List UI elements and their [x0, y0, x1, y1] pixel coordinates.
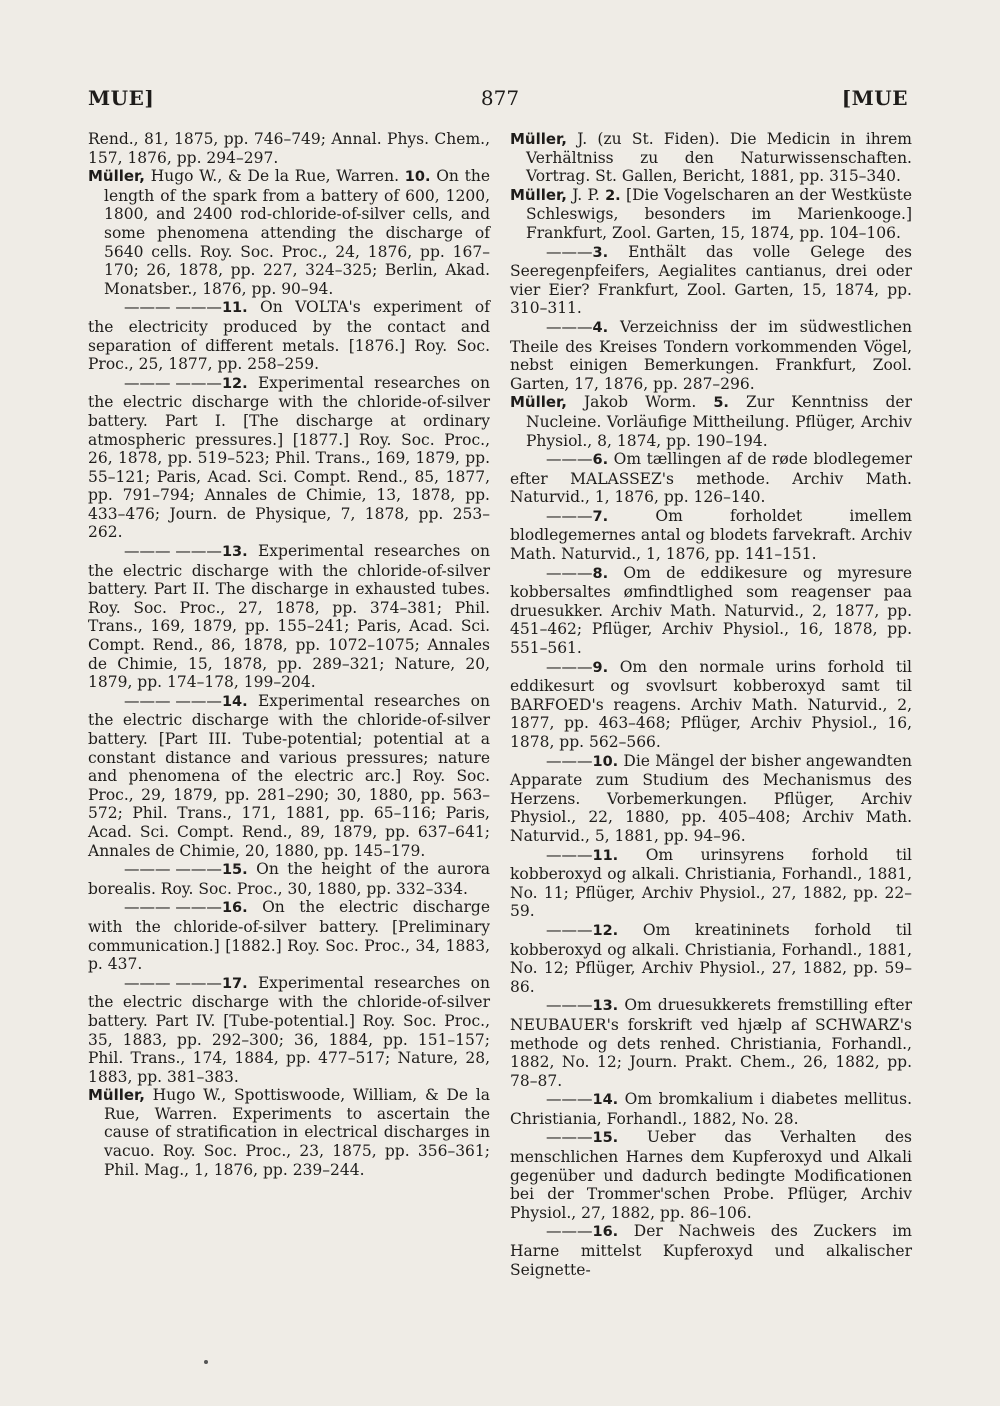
ditto-rule: ———	[546, 996, 593, 1015]
entry-number: 10.	[404, 169, 431, 186]
bibliography-entry	[88, 1086, 490, 1179]
ditto-rule: ———	[546, 563, 593, 582]
bibliography-entry	[88, 167, 490, 298]
author-name: Müller,	[510, 130, 567, 148]
entry-text: Experimental researches on the electric discharge with the chloride-of-silver battery. Part I. [The discharge at ordinary atmospheric pressures.] [1877.] Roy. Soc. Proc., 26, 1878, pp. 519–523; Phil. Trans., 169, 1879, pp. 55–121; Paris, Acad. Sci. Compt. Rend., 85, 1877, pp. 791–794; Annales de Chimie, 13, 1878, pp. 433–476; Journ. de Physique, 7, 1878, pp. 253–262.	[88, 373, 490, 542]
entry-number: 14.	[221, 693, 248, 710]
entry-number: 4.	[592, 319, 609, 336]
bibliography-entry	[88, 860, 490, 898]
entry-text: Experimental researches on the electric discharge with the chloride-of-silver battery. Part II. The discharge in exhausted tubes. Roy. Soc. Proc., 27, 1878, pp. 374–381; Phil. Trans., 169, 1879, pp. 155–241; Paris, Acad. Sci. Compt. Rend., 86, 1878, pp. 1072–1075; Annales de Chimie, 15, 1878, pp. 289–321; Nature, 20, 1879, pp. 174–178, 199–204.	[88, 542, 490, 692]
entry-number: 13.	[221, 544, 248, 561]
ditto-rule: ———	[546, 845, 593, 864]
entry-text: Verzeichniss der im südwestlichen Theile des Kreises Tondern vorkommenden Vögel, nebst einigen Bemerkungen. Frankfurt, Zool. Garten, 17, 1876, pp. 287–296.	[510, 317, 912, 393]
ditto-rule: ———	[546, 657, 593, 676]
bibliography-entry	[510, 393, 912, 450]
bibliography-entry	[510, 752, 912, 846]
bibliography-entry	[510, 658, 912, 752]
entry-text: On the length of the spark from a battery of 600, 1200, 1800, and 2400 rod-chloride-of-silver cells, and some phenomena attending the discharge of 5640 cells. Roy. Soc. Proc., 24, 1876, pp. 167–170; 26, 1878, pp. 227, 324–325; Berlin, Akad. Monatsber., 1876, pp. 90–94.	[104, 167, 490, 298]
bibliography-entry	[510, 318, 912, 393]
entry-text: Die Medicin in ihrem Verhältniss zu den Naturwissenschaften. Vortrag. St. Gallen, Bericht, 1881, pp. 315–340.	[526, 130, 912, 186]
entry-text: Om kreatininets forhold til kobberoxyd og alkali. Christiania, Forhandl., 1881, No. 12; Pflüger, Archiv Physiol., 27, 1882, pp. 59–86.	[510, 920, 912, 996]
entry-number: 6.	[592, 452, 609, 469]
entry-text: Om den normale urins forhold til eddikesurt og svovlsurt kobberoxyd samt til BARFOED's reagens. Archiv Math. Naturvid., 2, 1877, pp. 463–468; Pflüger, Archiv Physiol., 16, 1878, pp. 562–566.	[510, 657, 912, 751]
bibliography-entry	[510, 564, 912, 658]
ditto-rule: ———	[546, 317, 593, 336]
author-name: Müller,	[510, 393, 567, 412]
bibliography-entry	[88, 374, 490, 542]
ditto-rule: ———	[546, 1222, 593, 1241]
ditto-rule: ———	[546, 1090, 593, 1109]
ditto-rule: ——— ———	[124, 691, 222, 710]
entry-number: 17.	[221, 975, 248, 992]
entry-number: 12.	[592, 922, 619, 939]
bibliography-entry	[88, 692, 490, 860]
entry-number: 3.	[592, 244, 609, 261]
entry-text: Die Mängel der bisher angewandten Apparate zum Studium des Mechanismus des Herzens. Vorbemerkungen. Pflüger, Archiv Physiol., 22, 1880, pp. 405–408; Archiv Math. Naturvid., 5, 1881, pp. 94–96.	[510, 751, 912, 845]
bibliography-entry	[88, 898, 490, 973]
entry-text: On VOLTA's experiment of the electricity produced by the contact and separation of different metals. [1876.] Roy. Soc. Proc., 25, 1877, pp. 258–259.	[88, 298, 490, 374]
entry-number: 12.	[221, 375, 248, 392]
bibliography-entry	[510, 450, 912, 507]
ditto-rule: ——— ———	[124, 542, 222, 561]
bibliography-entry	[510, 130, 912, 186]
entry-text: Experiments to ascertain the cause of stratification in electrical discharges in vacuo. Roy. Soc. Proc., 23, 1875, pp. 356–361; Phil. Mag., 1, 1876, pp. 239–244.	[104, 1104, 490, 1179]
entry-text: Om de eddikesure og myresure kobbersaltes ømfindtlighed som reagenser paa druesukker. Archiv Math. Naturvid., 2, 1877, pp. 451–462; Pflüger, Archiv Physiol., 16, 1878, pp. 551–561.	[510, 563, 912, 658]
entry-number: 2.	[605, 187, 621, 204]
ditto-rule: ——— ———	[124, 898, 222, 917]
entry-text: Om druesukkerets fremstilling efter NEUBAUER's forskrift ved hjælp af SCHWARZ's methode og dets renhed. Christiania, Forhandl., 1882, No. 12; Journ. Prakt. Chem., 26, 1882, pp. 78–87.	[510, 996, 912, 1090]
running-header	[0, 86, 1000, 116]
ditto-rule: ———	[546, 506, 593, 525]
bibliography-entry	[88, 974, 490, 1087]
bibliography-entry	[88, 130, 490, 167]
ditto-rule: ———	[546, 1128, 593, 1147]
entry-number: 7.	[592, 508, 609, 525]
entry-text: On the height of the aurora borealis. Roy. Soc. Proc., 30, 1880, pp. 332–334.	[88, 860, 490, 898]
entry-text: Om forholdet imellem blodlegemernes antal og blodets farvekraft. Archiv Math. Naturvid., 1, 1876, pp. 141–151.	[510, 506, 912, 564]
bibliography-entry	[510, 996, 912, 1090]
entry-text: On the electric discharge with the chloride-of-silver battery. [Preliminary communication.] [1882.] Roy. Soc. Proc., 34, 1883, p. 437.	[88, 898, 490, 974]
author-name: Müller,	[88, 1086, 145, 1105]
ditto-rule: ——— ———	[124, 973, 222, 992]
entry-text: Experimental researches on the electric discharge with the chloride-of-silver battery. Part IV. [Tube-potential.] Roy. Soc. Proc., 35, 1883, pp. 292–300; 36, 1884, pp. 151–157; Phil. Trans., 174, 1884, pp. 477–517; Nature, 28, 1883, pp. 381–383.	[88, 973, 490, 1086]
page-speck	[204, 1360, 208, 1364]
bibliography-entry	[510, 507, 912, 564]
entry-text: Der Nachweis des Zuckers im Harne mittelst Kupferoxyd und alkalischer Seignette-	[510, 1222, 912, 1279]
author-forenames: Jakob Worm.	[566, 393, 697, 412]
entry-text: Enthält das volle Gelege des Seeregenpfeifers, Aegialites cantianus, drei oder vier Eier? Frankfurt, Zool. Garten, 15, 1874, pp. 310–311.	[510, 242, 912, 318]
bibliography-entry	[510, 243, 912, 318]
ditto-rule: ———	[546, 450, 593, 469]
author-forenames: J. (zu St. Fiden).	[566, 130, 720, 148]
ditto-rule: ———	[546, 242, 593, 261]
author-forenames: Hugo W., Spottiswoode, William, & De la Rue, Warren.	[104, 1086, 490, 1123]
bibliography-entry	[88, 298, 490, 373]
bibliography-entry	[510, 921, 912, 996]
entry-text: Om bromkalium i diabetes mellitus. Christiania, Forhandl., 1882, No. 28.	[510, 1090, 912, 1128]
entry-text: Experimental researches on the electric discharge with the chloride-of-silver battery. [Part III. Tube-potential; potential at a constant distance and various pressures; nature and phenomena of the electric arc.] Roy. Soc. Proc., 29, 1879, pp. 281–290; 30, 1880, pp. 563–572; Phil. Trans., 171, 1881, pp. 65–116; Paris, Acad. Sci. Compt. Rend., 89, 1879, pp. 637–641; Annales de Chimie, 20, 1880, pp. 145–179.	[88, 691, 490, 860]
ditto-rule: ——— ———	[124, 298, 222, 317]
ditto-rule: ———	[546, 751, 593, 770]
author-name: Müller,	[88, 167, 145, 186]
ditto-rule: ——— ———	[124, 373, 222, 392]
bibliography-entry	[510, 1128, 912, 1222]
entry-number: 11.	[221, 300, 248, 317]
entry-number: 11.	[592, 847, 619, 864]
entry-text: Rend., 81, 1875, pp. 746–749; Annal. Phys. Chem., 157, 1876, pp. 294–297.	[88, 130, 490, 167]
entry-text: [Die Vogelscharen an der Westküste Schleswigs, besonders im Marienkooge.] Frankfurt, Zool. Garten, 15, 1874, pp. 104–106.	[526, 185, 912, 242]
author-forenames: Hugo W., & De la Rue, Warren.	[144, 167, 400, 186]
author-name: Müller,	[510, 185, 567, 204]
page-number: 877	[480, 86, 520, 110]
author-forenames: J. P.	[566, 185, 600, 204]
left-column	[88, 130, 490, 1179]
bibliography-entry	[88, 542, 490, 692]
entry-number: 10.	[592, 753, 619, 770]
bibliography-entry	[510, 1090, 912, 1128]
bibliography-entry	[510, 846, 912, 921]
entry-number: 16.	[221, 900, 248, 917]
entry-number: 15.	[592, 1130, 619, 1147]
entry-text: Om urinsyrens forhold til kobberoxyd og alkali. Christiania, Forhandl., 1881, No. 11; Pflüger, Archiv Physiol., 27, 1882, pp. 22–59.	[510, 845, 912, 921]
entry-number: 14.	[592, 1092, 619, 1109]
entry-number: 8.	[592, 565, 609, 582]
right-column	[510, 130, 912, 1279]
ditto-rule: ——— ———	[124, 860, 222, 879]
entry-number: 16.	[592, 1224, 619, 1241]
entry-text: Ueber das Verhalten des menschlichen Harnes dem Kupferoxyd und Alkali gegenüber und dadurch bedingte Modificationen bei der Trommer'schen Probe. Pflüger, Archiv Physiol., 27, 1882, pp. 86–106.	[510, 1128, 912, 1222]
header-left: MUE]	[88, 86, 155, 110]
bibliography-entry	[510, 1222, 912, 1279]
entry-number: 5.	[713, 395, 729, 412]
ditto-rule: ———	[546, 920, 593, 939]
header-right: [MUE	[841, 86, 908, 110]
entry-text: Om tællingen af de røde blodlegemer efter MALASSEZ's methode. Archiv Math. Naturvid., 1, 1876, pp. 126–140.	[510, 450, 912, 507]
entry-number: 15.	[221, 862, 248, 879]
entry-number: 13.	[592, 998, 619, 1015]
entry-number: 9.	[592, 659, 609, 676]
bibliography-entry	[510, 186, 912, 243]
entry-text: Zur Kenntniss der Nucleine. Vorläufige Mittheilung. Pflüger, Archiv Physiol., 8, 1874, pp. 190–194.	[526, 393, 912, 450]
